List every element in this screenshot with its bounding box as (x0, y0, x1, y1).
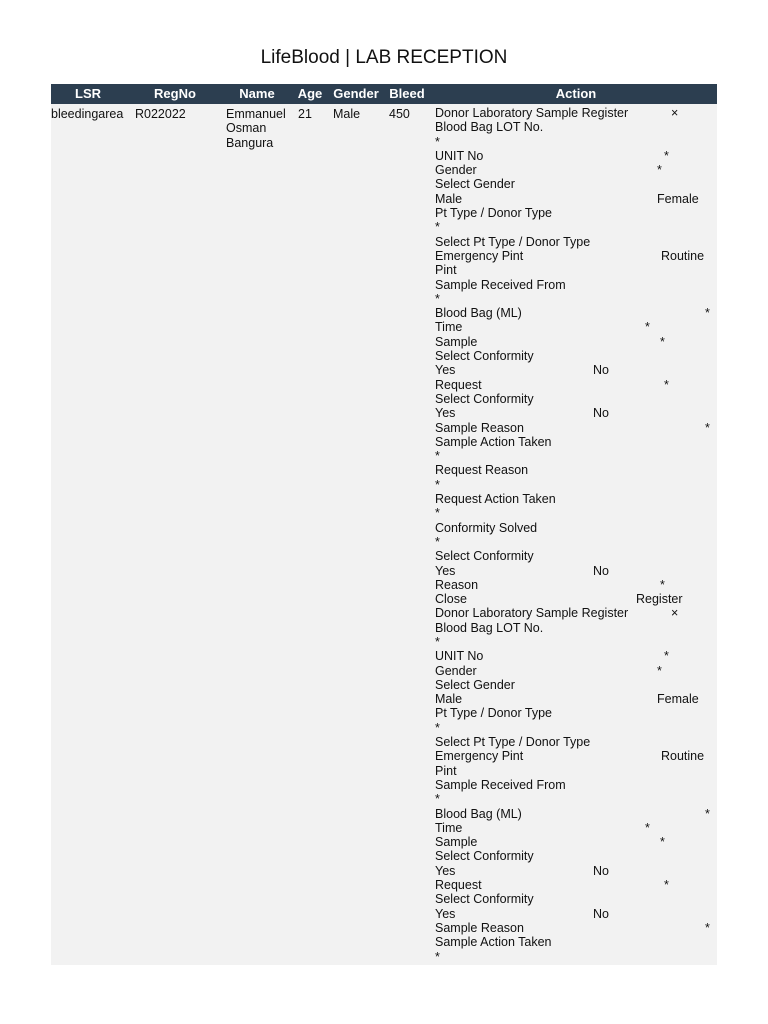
cell-gender: Male (333, 107, 361, 121)
action-cell (435, 106, 717, 964)
required-star: * (705, 306, 710, 321)
pt-option-emergency[interactable]: Emergency Pint (435, 248, 524, 263)
cell-bleed: 450 (389, 107, 410, 121)
pt-option-routine[interactable]: Routine (661, 248, 705, 263)
table-header (51, 84, 717, 104)
request-conformity-select[interactable]: Select Conformity (435, 892, 534, 907)
gender-label: Gender (435, 163, 477, 178)
required-star: * (435, 720, 440, 735)
required-star: * (435, 220, 440, 235)
sample-register-form (435, 606, 717, 963)
required-star: * (435, 792, 440, 807)
gender-option-male[interactable]: Male (435, 692, 463, 707)
required-star: * (435, 506, 440, 521)
request-label: Request (435, 377, 482, 392)
required-star: * (660, 577, 665, 592)
required-star: * (664, 649, 669, 664)
required-star: * (664, 377, 669, 392)
conformity-option-no[interactable]: No (593, 863, 609, 878)
form-title: Donor Laboratory Sample Register (435, 606, 629, 621)
request-conformity-select[interactable]: Select Conformity (435, 391, 534, 406)
name-line: Bangura (226, 135, 274, 150)
lab-reception-table (51, 84, 717, 965)
pt-option-pint[interactable]: Pint (435, 263, 457, 278)
pt-option-emergency[interactable]: Emergency Pint (435, 749, 524, 764)
blood-bag-lot-label: Blood Bag LOT No. (435, 120, 544, 135)
time-label: Time (435, 820, 463, 835)
request-reason-label: Request Reason (435, 463, 529, 478)
conformity-option-no[interactable]: No (593, 563, 609, 578)
name-line: Emmanuel (226, 107, 286, 121)
required-star: * (660, 334, 665, 349)
sample-conformity-select[interactable]: Select Conformity (435, 849, 534, 864)
required-star: * (435, 449, 440, 464)
sample-label: Sample (435, 334, 478, 349)
gender-select[interactable]: Select Gender (435, 177, 515, 192)
header-age: Age (297, 86, 323, 101)
required-star: * (435, 134, 440, 149)
conformity-option-yes[interactable]: Yes (435, 563, 456, 578)
sample-action-taken-label: Sample Action Taken (435, 935, 552, 950)
sample-reason-label: Sample Reason (435, 920, 524, 935)
header-gender: Gender (333, 86, 379, 101)
gender-option-male[interactable]: Male (435, 191, 463, 206)
blood-bag-ml-label: Blood Bag (ML) (435, 306, 522, 321)
name-line: Osman (226, 121, 267, 136)
required-star: * (705, 920, 710, 935)
required-star: * (657, 163, 662, 178)
time-label: Time (435, 320, 463, 335)
gender-option-female[interactable]: Female (657, 191, 699, 206)
header-action: Action (555, 86, 597, 101)
register-button[interactable]: Register (636, 592, 683, 607)
close-button[interactable]: Close (435, 592, 467, 607)
required-star: * (435, 291, 440, 306)
required-star: * (435, 634, 440, 649)
cell-lsr: bleedingarea (51, 107, 124, 121)
gender-option-female[interactable]: Female (657, 692, 699, 707)
conformity-option-no[interactable]: No (593, 363, 609, 378)
conformity-solved-label: Conformity Solved (435, 520, 538, 535)
sample-conformity-select[interactable]: Select Conformity (435, 349, 534, 364)
pt-option-pint[interactable]: Pint (435, 763, 457, 778)
close-icon[interactable]: × (671, 606, 679, 621)
request-action-taken-label: Request Action Taken (435, 492, 556, 507)
conformity-option-yes[interactable]: Yes (435, 363, 456, 378)
blood-bag-lot-label: Blood Bag LOT No. (435, 620, 544, 635)
pt-type-select[interactable]: Select Pt Type / Donor Type (435, 735, 591, 750)
required-star: * (660, 835, 665, 850)
required-star: * (705, 420, 710, 435)
sample-action-taken-label: Sample Action Taken (435, 434, 552, 449)
page-title: LifeBlood | LAB RECEPTION (260, 47, 508, 68)
required-star: * (705, 806, 710, 821)
required-star: * (435, 534, 440, 549)
sample-register-form (435, 106, 717, 606)
required-star: * (435, 949, 440, 964)
cell-regno: R022022 (135, 107, 186, 121)
unit-no-label: UNIT No (435, 148, 484, 163)
pt-option-routine[interactable]: Routine (661, 749, 705, 764)
sample-reason-label: Sample Reason (435, 420, 524, 435)
unit-no-label: UNIT No (435, 649, 484, 664)
form-title: Donor Laboratory Sample Register (435, 106, 629, 120)
conformity-option-yes[interactable]: Yes (435, 863, 456, 878)
sample-label: Sample (435, 835, 478, 850)
sample-received-from-label: Sample Received From (435, 777, 566, 792)
sample-received-from-label: Sample Received From (435, 277, 566, 292)
required-star: * (664, 148, 669, 163)
close-icon[interactable]: × (671, 106, 679, 120)
required-star: * (645, 320, 650, 335)
conformity-option-no[interactable]: No (593, 906, 609, 921)
gender-label: Gender (435, 663, 477, 678)
header-bleed: Bleed (389, 86, 425, 101)
conformity-option-yes[interactable]: Yes (435, 906, 456, 921)
pt-type-label: Pt Type / Donor Type (435, 206, 552, 221)
header-lsr: LSR (75, 86, 101, 101)
required-star: * (664, 878, 669, 893)
conformity-option-yes[interactable]: Yes (435, 406, 456, 421)
pt-type-select[interactable]: Select Pt Type / Donor Type (435, 234, 591, 249)
reason-label: Reason (435, 577, 479, 592)
cell-name (226, 107, 286, 150)
conformity-option-no[interactable]: No (593, 406, 609, 421)
required-star: * (645, 820, 650, 835)
pt-type-label: Pt Type / Donor Type (435, 706, 552, 721)
request-label: Request (435, 878, 482, 893)
blood-bag-ml-label: Blood Bag (ML) (435, 806, 522, 821)
cell-age: 21 (298, 107, 312, 121)
gender-select[interactable]: Select Gender (435, 677, 515, 692)
required-star: * (435, 477, 440, 492)
header-regno: RegNo (154, 86, 196, 101)
solved-conformity-select[interactable]: Select Conformity (435, 549, 534, 564)
required-star: * (657, 663, 662, 678)
header-name: Name (239, 86, 275, 101)
